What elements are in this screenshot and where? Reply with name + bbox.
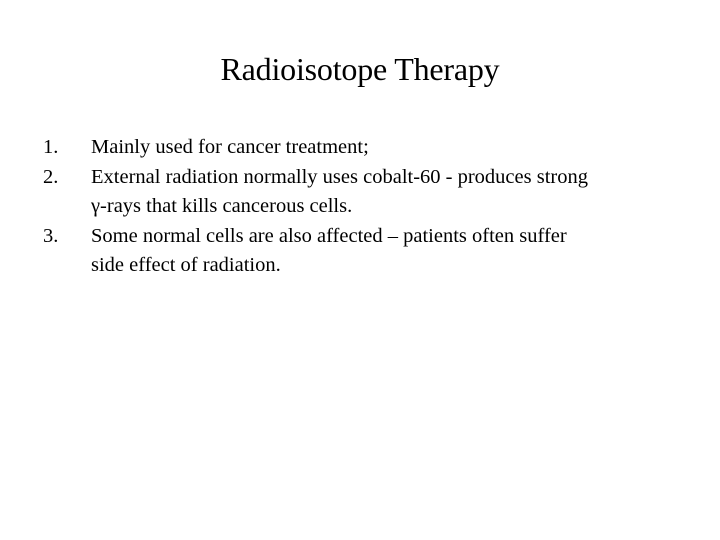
list-item-line: γ-rays that kills cancerous cells. (91, 195, 353, 217)
list-item (0, 133, 720, 163)
list-item-number: 2. (43, 165, 59, 188)
list-item-number: 3. (43, 224, 59, 247)
list-item-line: Some normal cells are also affected – patients often suffer (91, 224, 567, 247)
list-item-line: side effect of radiation. (91, 254, 281, 276)
list-item-line: Mainly used for cancer treatment; (91, 136, 369, 158)
list-item-line: External radiation normally uses cobalt-60 - produces strong (91, 165, 588, 188)
numbered-list (0, 133, 720, 281)
slide-title: Radioisotope Therapy (220, 51, 500, 87)
list-item (0, 163, 720, 222)
list-item-number: 1. (43, 136, 59, 158)
list-item (0, 222, 720, 281)
